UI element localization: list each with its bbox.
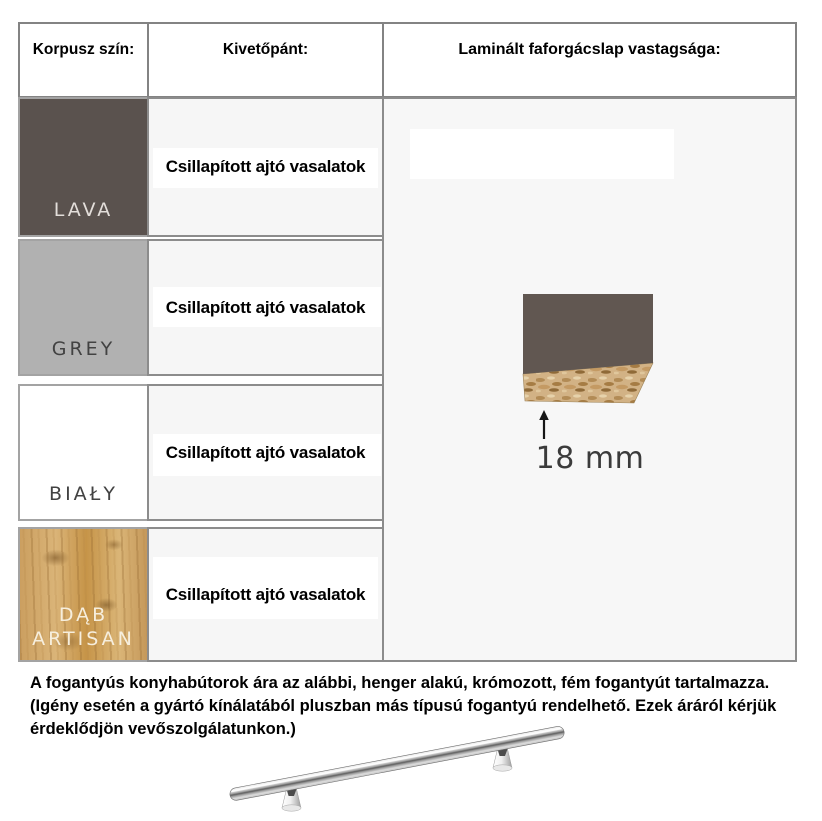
swatch-label-grey: GREY bbox=[51, 338, 116, 361]
header-label-vastagsag: Laminált faforgácslap vastagsága: bbox=[458, 41, 721, 58]
handle-foot-right bbox=[493, 749, 512, 771]
swatch-label-bialy: BIAŁY bbox=[49, 483, 118, 506]
up-arrow-icon bbox=[536, 408, 552, 444]
hinge-cell-dab-artisan bbox=[147, 527, 384, 662]
swatch-label-lava: LAVA bbox=[53, 199, 114, 222]
swatch-label-dab-artisan: DĄB ARTISAN bbox=[32, 603, 135, 651]
hinge-cell-bialy bbox=[147, 384, 384, 521]
hinge-label: Csillapított ajtó vasalatok bbox=[165, 157, 366, 176]
handle-image bbox=[210, 712, 590, 817]
footer-line-2: (Igény esetén a gyártó kínálatából pluszban más típusú fogantyú rendelhető. Ezek áráról kérjük bbox=[30, 697, 777, 715]
header-label-korpusz: Korpusz szín: bbox=[32, 41, 135, 58]
hinge-cell-lava bbox=[147, 97, 384, 237]
handle-foot-left bbox=[282, 789, 301, 811]
whiteout-patch bbox=[410, 129, 674, 179]
footer-line-1: A fogantyús konyhabútorok ára az alábbi, henger alakú, krómozott, fém fogantyút tartalmazza. bbox=[30, 674, 770, 692]
header-cell-korpusz bbox=[18, 22, 149, 98]
header-label-kivetopant: Kivetőpánt: bbox=[222, 41, 309, 58]
hinge-label: Csillapított ajtó vasalatok bbox=[165, 442, 366, 462]
thickness-value-label: 18 mm bbox=[535, 441, 645, 476]
footer-line-3: érdeklődjön vevőszolgálatunkon.) bbox=[30, 720, 296, 738]
hinge-cell-grey bbox=[147, 239, 384, 376]
hinge-label: Csillapított ajtó vasalatok bbox=[165, 297, 366, 317]
header-cell-kivetopant bbox=[147, 22, 384, 98]
swatch-lava bbox=[18, 97, 149, 237]
chipboard-image bbox=[510, 285, 670, 410]
header-cell-vastagsag bbox=[382, 22, 797, 98]
hinge-label: Csillapított ajtó vasalatok bbox=[165, 584, 366, 604]
swatch-bialy bbox=[18, 384, 149, 521]
swatch-grey bbox=[18, 239, 149, 376]
swatch-dab-artisan bbox=[18, 527, 149, 662]
